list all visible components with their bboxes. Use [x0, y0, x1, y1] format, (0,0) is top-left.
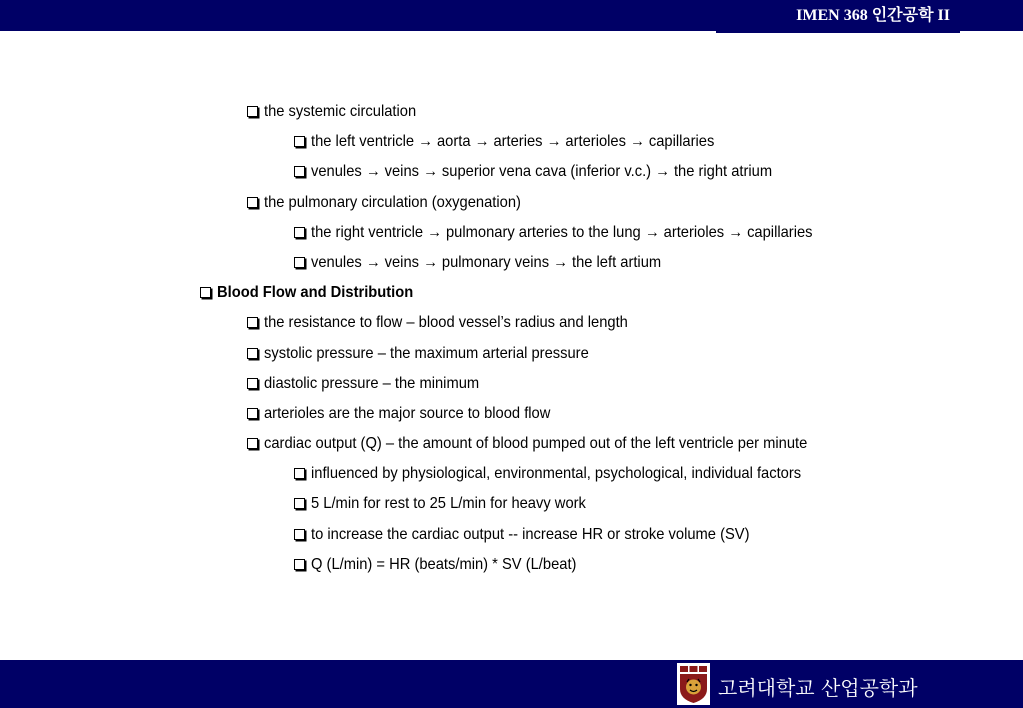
- slide-outline: [0, 97, 1023, 580]
- outline-item-text: venules → veins → superior vena cava (inferior v.c.) → the right atrium: [311, 163, 773, 181]
- checkbox-bullet-icon: [247, 438, 258, 449]
- outline-item-text: the pulmonary circulation (oxygenation): [264, 193, 521, 211]
- outline-item: [0, 248, 1023, 278]
- outline-item-text: arterioles are the major source to blood flow: [264, 404, 551, 422]
- checkbox-bullet-icon: [294, 136, 305, 147]
- checkbox-bullet-icon: [294, 227, 305, 238]
- outline-item-text: Blood Flow and Distribution: [217, 284, 414, 302]
- checkbox-bullet-icon: [247, 348, 258, 359]
- course-title: IMEN 368 인간공학 II: [796, 7, 950, 24]
- checkbox-bullet-icon: [294, 529, 305, 540]
- outline-item-text: diastolic pressure – the minimum: [264, 374, 480, 392]
- outline-item: [0, 308, 1023, 338]
- outline-item-text: the right ventricle → pulmonary arteries to the lung → arterioles → capillaries: [311, 223, 813, 241]
- outline-item-text: the systemic circulation: [264, 103, 417, 120]
- outline-item: [0, 218, 1023, 248]
- checkbox-bullet-icon: [247, 106, 258, 117]
- korea-university-emblem-icon: [677, 663, 710, 705]
- checkbox-bullet-icon: [200, 287, 211, 298]
- university-name: 고려대학교 산업공학과: [718, 676, 918, 700]
- outline-item: [0, 520, 1023, 550]
- checkbox-bullet-icon: [247, 197, 258, 208]
- outline-item: [0, 550, 1023, 580]
- outline-item: [0, 429, 1023, 459]
- outline-item-text: to increase the cardiac output -- increase HR or stroke volume (SV): [311, 525, 750, 543]
- outline-item: [0, 97, 1023, 127]
- checkbox-bullet-icon: [247, 408, 258, 419]
- outline-item-text: the resistance to flow – blood vessel’s radius and length: [264, 314, 628, 332]
- outline-section-heading: [0, 278, 1023, 308]
- outline-item: [0, 459, 1023, 489]
- checkbox-bullet-icon: [294, 257, 305, 268]
- outline-item-text: influenced by physiological, environmental, psychological, individual factors: [311, 465, 802, 483]
- outline-item-text: 5 L/min for rest to 25 L/min for heavy work: [311, 495, 586, 513]
- checkbox-bullet-icon: [294, 166, 305, 177]
- outline-item: [0, 369, 1023, 399]
- checkbox-bullet-icon: [294, 559, 305, 570]
- outline-item-text: the left ventricle → aorta → arteries → arterioles → capillaries: [311, 133, 715, 151]
- checkbox-bullet-icon: [294, 468, 305, 479]
- checkbox-bullet-icon: [247, 378, 258, 389]
- checkbox-bullet-icon: [294, 498, 305, 509]
- outline-item-text: systolic pressure – the maximum arterial pressure: [264, 344, 589, 362]
- header-underline: [716, 31, 960, 33]
- header-bar: [0, 0, 1023, 31]
- outline-item: [0, 339, 1023, 369]
- outline-item: [0, 188, 1023, 218]
- outline-item-text: cardiac output (Q) – the amount of blood pumped out of the left ventricle per minute: [264, 435, 808, 453]
- outline-item: [0, 399, 1023, 429]
- outline-item-text: Q (L/min) = HR (beats/min) * SV (L/beat): [311, 555, 577, 573]
- outline-item-text: venules → veins → pulmonary veins → the left artium: [311, 253, 662, 271]
- checkbox-bullet-icon: [247, 317, 258, 328]
- outline-item: [0, 157, 1023, 187]
- outline-item: [0, 127, 1023, 157]
- outline-item: [0, 489, 1023, 519]
